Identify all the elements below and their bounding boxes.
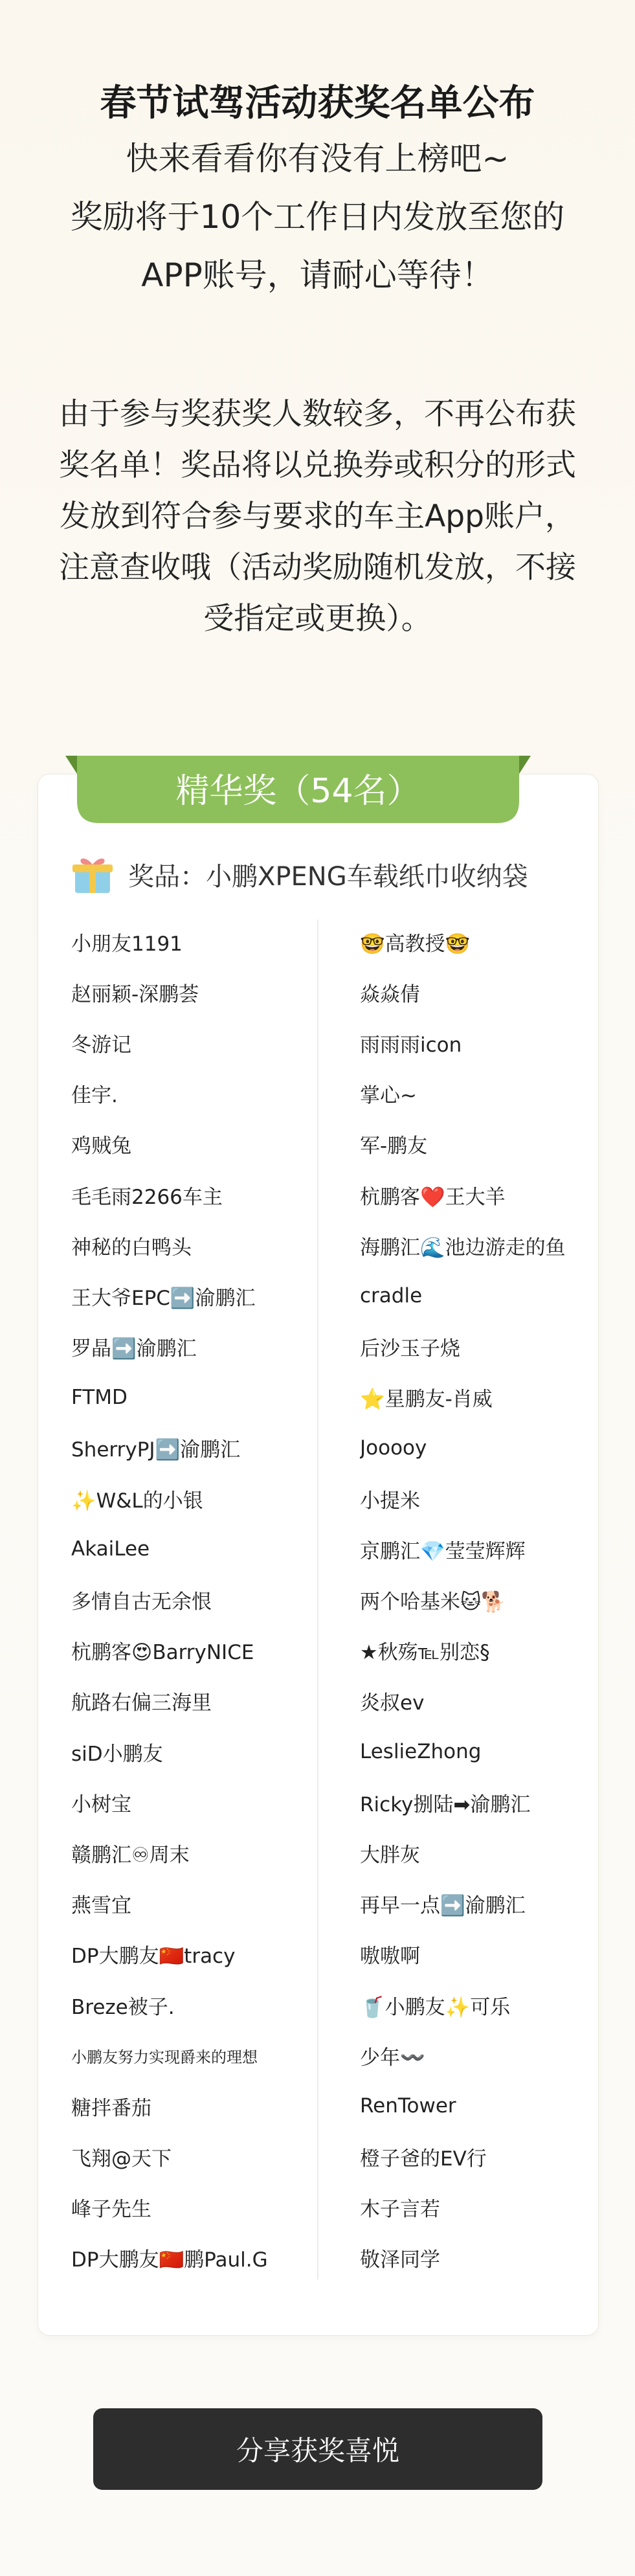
winner-name: 掌心~ [360, 1084, 417, 1108]
winner-name: AkaiLee [71, 1537, 150, 1561]
winner-name: ★秋殇℡别恋§ [360, 1641, 490, 1665]
winner-name: Ricky捌陆➡渝鹏汇 [360, 1792, 531, 1816]
winner-name: 飞翔@天下 [71, 2147, 172, 2171]
winner-name: RenTower [360, 2094, 456, 2118]
winner-name: 鸡贼兔 [71, 1135, 131, 1158]
winner-name: 小朋友1191 [71, 932, 183, 956]
winner-name: 后沙玉子烧 [360, 1337, 460, 1361]
winner-name: 赵丽颖-深鹏荟 [71, 982, 199, 1006]
winner-name: 木子言若 [360, 2198, 440, 2222]
prize-label: 奖品：小鹏XPENG车载纸巾收纳袋 [128, 861, 528, 892]
winner-name: 神秘的白鸭头 [71, 1236, 192, 1260]
winner-name: 毛毛雨2266车主 [71, 1185, 223, 1209]
winner-name: 小树宝 [71, 1792, 131, 1816]
winner-name: 王大爷EPC➡️渝鹏汇 [71, 1286, 256, 1310]
prize-row [71, 848, 528, 900]
winner-name: 赣鹏汇♾周末 [71, 1843, 190, 1867]
winner-name: 炎叔ev [360, 1691, 425, 1715]
winner-name: FTMD [71, 1385, 128, 1409]
subtitle-line-1: 快来看看你有没有上榜吧~ [126, 140, 509, 177]
subtitle-line-3: APP账号，请耐心等待！ [141, 256, 494, 294]
winner-name: 小鹏友努力实现爵来的理想 [71, 2048, 258, 2066]
winner-name: 京鹏汇💎莹莹辉辉 [360, 1539, 526, 1563]
share-button[interactable]: 分享获奖喜悦 [93, 2408, 542, 2490]
winner-name: 雨雨雨icon [360, 1033, 462, 1057]
winners-left-column [71, 916, 330, 2283]
page-title: 春节试驾活动获奖名单公布 [100, 82, 535, 124]
winner-name: 罗晶➡️渝鹏汇 [71, 1337, 197, 1361]
winner-name: ✨W&L的小银 [71, 1489, 203, 1513]
winner-name: 橙子爸的EV行 [360, 2147, 487, 2171]
header [0, 78, 635, 304]
winner-name: 两个哈基米🐱🐕 [360, 1590, 506, 1614]
winner-name: 🥤小鹏友✨可乐 [360, 1995, 511, 2019]
notice-text: 由于参与奖获奖人数较多，不再公布获奖名单！奖品将以兑换券或积分的形式发放到符合参与要求的车主App账户，注意查收哦（活动奖励随机发放，不接受指定或更换）。 [59, 396, 576, 637]
winner-name: 海鹏汇🌊池边游走的鱼 [360, 1236, 566, 1260]
winner-name: 多情自古无余恨 [71, 1590, 212, 1614]
winner-name: Jooooy [360, 1436, 427, 1460]
winner-name: 少年〰️ [360, 2046, 425, 2070]
winner-name: 航路右偏三海里 [71, 1691, 212, 1715]
winner-name: 再早一点➡️渝鹏汇 [360, 1894, 526, 1918]
winner-name: 冬游记 [71, 1033, 131, 1057]
winner-name: 敬泽同学 [360, 2248, 440, 2272]
winner-name: 焱焱倩 [360, 982, 420, 1006]
winner-name: ⭐星鹏友-肖威 [360, 1388, 493, 1412]
winner-name: SherryPJ➡️渝鹏汇 [71, 1438, 241, 1462]
winner-name: 🤓高教授🤓 [360, 932, 471, 956]
award-ribbon [65, 756, 531, 824]
winner-name: 嗷嗷啊 [360, 1945, 420, 1969]
winner-name: 杭鹏客😍BarryNICE [71, 1641, 254, 1665]
winner-name: 大胖灰 [360, 1843, 420, 1867]
gift-icon [71, 853, 114, 896]
winner-name: 燕雪宜 [71, 1894, 131, 1918]
winner-name: 糖拌番茄 [71, 2096, 151, 2120]
award-title: 精华奖（54名） [175, 772, 421, 811]
winner-name: Breze被子. [71, 1995, 175, 2019]
winner-name: DP大鹏友🇨🇳tracy [71, 1945, 236, 1969]
subtitle-line-2: 奖励将于10个工作日内发放至您的 [70, 198, 565, 236]
winner-name: DP大鹏友🇨🇳鹏Paul.G [71, 2248, 268, 2272]
winner-name: 峰子先生 [71, 2198, 151, 2222]
winner-name: siD小鹏友 [71, 1742, 163, 1766]
winner-name: 佳宇. [71, 1084, 118, 1108]
winner-name: 杭鹏客❤️王大羊 [360, 1185, 506, 1209]
winner-name: cradle [360, 1284, 423, 1308]
winner-name: 军-鹏友 [360, 1135, 428, 1158]
winner-name: 小提米 [360, 1489, 420, 1513]
winners-right-column [360, 916, 593, 2283]
winner-name: LeslieZhong [360, 1740, 482, 1764]
